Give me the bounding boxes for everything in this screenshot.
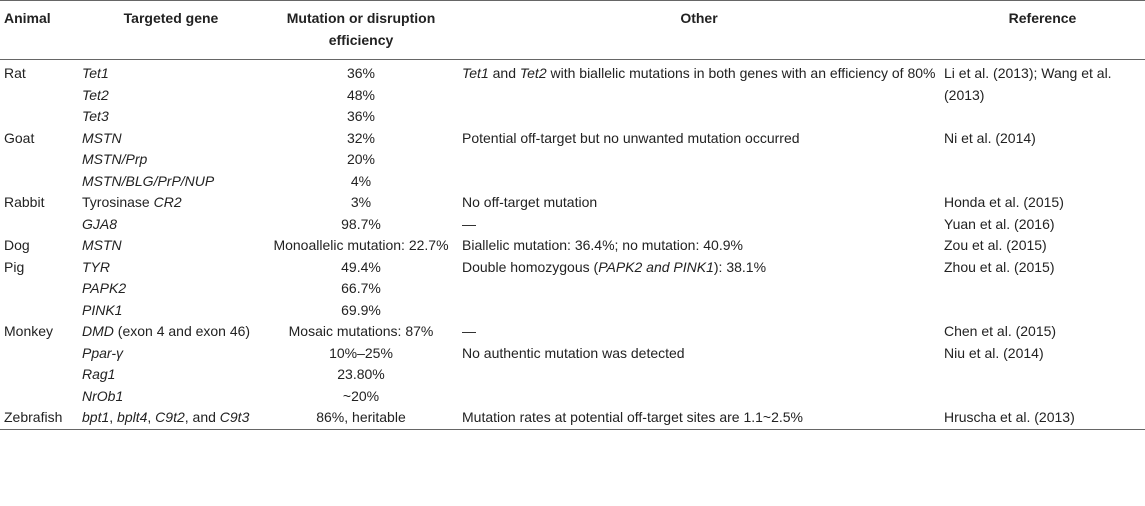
animal-cell: Dog: [4, 237, 30, 253]
header-animal: Animal: [4, 10, 51, 26]
table-row: [0, 128, 1145, 150]
gene-cell: Tet3: [82, 108, 109, 124]
animal-cell: Pig: [4, 258, 25, 275]
gene-text: (exon 4 and exon 46): [113, 323, 251, 339]
other-text: Double homozygous (: [462, 258, 599, 275]
reference-cell: Chen et al. (2015): [944, 323, 1057, 339]
gene-text: , and: [184, 409, 220, 425]
other-cell: —: [462, 215, 476, 232]
efficiency-cell: 66.7%: [341, 280, 381, 296]
gene-text: bplt4: [117, 409, 148, 425]
efficiency-cell: 32%: [346, 129, 376, 146]
gene-cell: TYR: [82, 258, 110, 275]
header-row: [0, 1, 1145, 60]
efficiency-cell: 20%: [346, 151, 376, 167]
reference-cell: Ni et al. (2014): [944, 129, 1036, 146]
other-cell: —: [462, 323, 476, 339]
gene-cell: MSTN: [82, 129, 122, 146]
other-gene: Tet2: [519, 65, 547, 81]
other-gene: Tet1: [462, 65, 489, 81]
efficiency-cell: 98.7%: [341, 215, 381, 232]
efficiency-cell: 10%–25%: [329, 344, 393, 361]
table-row: [0, 192, 1145, 214]
gene-text: ,: [109, 409, 118, 425]
gene-text: C9t3: [219, 409, 250, 425]
gene-cell: MSTN: [82, 237, 122, 253]
other-cell: [458, 257, 940, 322]
efficiency-cell: 49.4%: [341, 258, 381, 275]
other-text: with biallelic mutations in both genes with an efficiency of 80%: [546, 65, 936, 81]
gene-text: Tyrosinase: [82, 194, 154, 210]
gene-text: C9t2: [155, 409, 185, 425]
gene-text: ,: [147, 409, 156, 425]
gene-cell: MSTN/BLG/PrP/NUP: [82, 172, 215, 189]
header-other: Other: [680, 10, 718, 26]
gene-text: bpt1: [82, 409, 110, 425]
reference-cell: Yuan et al. (2016): [944, 215, 1055, 232]
reference-cell: Honda et al. (2015): [944, 194, 1064, 210]
gene-cell: GJA8: [82, 215, 118, 232]
gene-cell: NrOb1: [82, 387, 124, 404]
header-efficiency: Mutation or disruption efficiency: [286, 10, 436, 48]
efficiency-cell: Mosaic mutations: 87%: [288, 323, 434, 339]
gene-text: DMD: [82, 323, 114, 339]
table-row: [0, 60, 1145, 85]
gene-text: CR2: [153, 194, 182, 210]
animal-cell: Goat: [4, 129, 35, 146]
gene-cell: Tet2: [82, 86, 109, 103]
reference-cell: Hruscha et al. (2013): [944, 409, 1075, 425]
other-text: and: [488, 65, 520, 81]
header-reference: Reference: [1008, 10, 1077, 26]
other-cell: Biallelic mutation: 36.4%; no mutation: 40.9%: [462, 237, 743, 253]
gene-cell: Rag1: [82, 366, 116, 382]
header-targeted-gene: Targeted gene: [123, 10, 219, 26]
other-text: ): 38.1%: [713, 258, 767, 275]
efficiency-cell: 69.9%: [341, 301, 381, 318]
animal-cell: Rabbit: [4, 194, 45, 210]
efficiency-cell: 36%: [346, 65, 376, 81]
gene-cell: Tet1: [82, 65, 109, 81]
other-cell: Mutation rates at potential off-target sites are 1.1~2.5%: [462, 409, 803, 425]
other-gene: PAPK2 and PINK1: [598, 258, 714, 275]
gene-cell: MSTN/Prp: [82, 151, 148, 167]
table-row: [0, 214, 1145, 236]
animal-cell: Monkey: [4, 323, 54, 339]
table-row: [0, 321, 1145, 343]
animal-cell: Zebrafish: [4, 409, 63, 425]
reference-cell: Niu et al. (2014): [944, 344, 1044, 361]
reference-cell: Li et al. (2013); Wang et al. (2013): [944, 65, 1112, 103]
table-row: [0, 343, 1145, 365]
gene-cell: [78, 407, 264, 429]
other-cell: Potential off-target but no unwanted mutation occurred: [462, 129, 800, 146]
efficiency-cell: 4%: [350, 172, 372, 189]
efficiency-cell: ~20%: [342, 387, 380, 404]
other-cell: [458, 60, 940, 128]
reference-cell: Zou et al. (2015): [944, 237, 1047, 253]
table-row: [0, 407, 1145, 429]
efficiency-cell: 86%, heritable: [316, 409, 406, 425]
efficiency-cell: 3%: [350, 194, 372, 210]
gene-cell: PAPK2: [82, 280, 127, 296]
table-row: [0, 257, 1145, 279]
efficiency-cell: 23.80%: [337, 366, 385, 382]
gene-cell: PINK1: [82, 301, 123, 318]
efficiency-cell: Monoallelic mutation: 22.7%: [273, 237, 449, 253]
gene-cell: [78, 192, 264, 214]
reference-cell: Zhou et al. (2015): [944, 258, 1055, 275]
other-cell: No off-target mutation: [462, 194, 598, 210]
animal-cell: Rat: [4, 65, 26, 81]
efficiency-cell: 36%: [346, 108, 376, 124]
gene-cell: Ppar-γ: [82, 344, 123, 361]
efficiency-cell: 48%: [346, 86, 376, 103]
other-cell: No authentic mutation was detected: [462, 344, 685, 361]
gene-cell: [78, 321, 264, 343]
table-row: [0, 235, 1145, 257]
